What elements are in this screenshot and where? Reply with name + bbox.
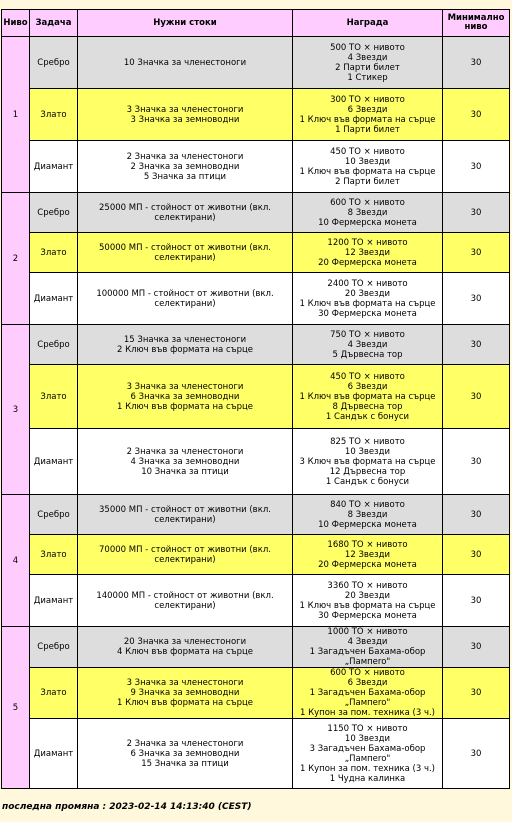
reward-cell [293, 668, 443, 719]
table-row [2, 89, 510, 141]
task-cell: Сребро [30, 193, 78, 233]
requirement-item: 2 Значка за членестоноги [126, 738, 244, 749]
reward-item: 1 Чудна калинка [329, 773, 406, 784]
reward-item: 1000 ТО × нивото [327, 627, 408, 637]
level-cell: 5 [2, 627, 30, 789]
reward-item: 20 Фермерска монета [318, 257, 417, 268]
reward-item: 450 ТО × нивото [330, 371, 405, 382]
requirement-item: 3 Значка за членестоноги [126, 104, 244, 115]
level-cell: 2 [2, 193, 30, 325]
reward-item: 1 Ключ във формата на сърце [299, 166, 436, 177]
task-cell: Диамант [30, 141, 78, 193]
min-level-cell: 30 [443, 495, 510, 535]
requirement-item: 1 Ключ във формата на сърце [116, 698, 254, 708]
min-level-cell: 30 [443, 719, 510, 789]
reward-item: 840 ТО × нивото [330, 499, 405, 510]
requirement-item: 100000 МП - стойност от животни (вкл. селектирани) [96, 288, 274, 309]
requirements-cell [78, 193, 293, 233]
task-cell: Сребро [30, 495, 78, 535]
requirement-item: 2 Ключ във формата на сърце [116, 344, 254, 355]
reward-item: 6 Звезди [347, 678, 388, 688]
requirement-item: 1 Ключ във формата на сърце [116, 401, 254, 412]
table-row [2, 233, 510, 273]
requirements-cell [78, 233, 293, 273]
reward-item: 1 Парти билет [335, 124, 400, 135]
reward-item: 10 Звезди [344, 156, 391, 167]
requirement-item: 2 Значка за земноводни [130, 161, 240, 172]
requirements-cell [78, 575, 293, 627]
table-row [2, 365, 510, 429]
reward-item: 1 Загадъчен Бахама-обор „Пампero" [309, 647, 426, 667]
reward-item: 10 Фермерска монета [318, 217, 417, 228]
requirements-cell [78, 719, 293, 789]
table-row [2, 535, 510, 575]
task-cell: Сребро [30, 627, 78, 668]
reward-cell [293, 627, 443, 668]
reward-item: 1 Ключ във формата на сърце [299, 600, 436, 611]
reward-item: 10 Фермерска монета [318, 519, 417, 530]
requirement-item: 5 Значка за птици [143, 171, 227, 182]
min-level-cell: 30 [443, 627, 510, 668]
reward-cell [293, 141, 443, 193]
last-modified: последна промяна : 2023-02-14 14:13:40 (CEST) [2, 802, 252, 812]
level-cell: 4 [2, 495, 30, 627]
reward-item: 30 Фермерска монета [318, 610, 417, 621]
task-cell: Диамант [30, 719, 78, 789]
requirement-item: 20 Значка за членестоноги [123, 637, 247, 647]
reward-item: 6 Звезди [347, 104, 388, 115]
header-min-level: Минимално ниво [443, 10, 510, 37]
reward-cell [293, 193, 443, 233]
task-cell: Злато [30, 89, 78, 141]
reward-item: 30 Фермерска монета [318, 308, 417, 319]
reward-item: 1 Ключ във формата на сърце [299, 298, 436, 309]
reward-item: 10 Звезди [344, 733, 391, 744]
min-level-cell: 30 [443, 575, 510, 627]
reward-item: 2 Парти билет [335, 176, 400, 187]
table-row [2, 575, 510, 627]
reward-item: 825 ТО × нивото [330, 436, 405, 447]
reward-cell [293, 535, 443, 575]
reward-item: 450 ТО × нивото [330, 146, 405, 157]
requirements-cell [78, 365, 293, 429]
reward-cell [293, 429, 443, 495]
reward-cell [293, 89, 443, 141]
reward-item: 4 Звезди [347, 52, 388, 63]
header-task: Задача [30, 10, 78, 37]
reward-cell [293, 365, 443, 429]
task-cell: Злато [30, 668, 78, 719]
min-level-cell: 30 [443, 365, 510, 429]
requirements-cell [78, 141, 293, 193]
requirement-item: 25000 МП - стойност от животни (вкл. селектирани) [99, 202, 271, 223]
rewards-table [1, 9, 510, 789]
table-body [2, 37, 510, 789]
reward-cell [293, 233, 443, 273]
min-level-cell: 30 [443, 429, 510, 495]
min-level-cell: 30 [443, 273, 510, 325]
reward-cell [293, 273, 443, 325]
level-cell: 1 [2, 37, 30, 193]
reward-item: 1150 ТО × нивото [327, 723, 408, 734]
requirement-item: 9 Значка за земноводни [130, 688, 240, 698]
reward-item: 20 Звезди [344, 288, 391, 299]
reward-item: 1680 ТО × нивото [327, 539, 408, 550]
requirement-item: 4 Значка за земноводни [130, 456, 240, 467]
reward-item: 1 Ключ във формата на сърце [299, 114, 436, 125]
reward-item: 20 Фермерска монета [318, 559, 417, 570]
header-level: Ниво [2, 10, 30, 37]
table-row [2, 719, 510, 789]
requirement-item: 3 Значка за земноводни [130, 114, 240, 125]
reward-item: 12 Звезди [344, 247, 391, 258]
min-level-cell: 30 [443, 535, 510, 575]
task-cell: Злато [30, 233, 78, 273]
requirements-cell [78, 429, 293, 495]
reward-cell [293, 325, 443, 365]
requirement-item: 3 Значка за членестоноги [126, 381, 244, 392]
level-cell: 3 [2, 325, 30, 495]
reward-item: 8 Дървесна тор [332, 401, 403, 412]
reward-item: 600 ТО × нивото [330, 668, 405, 678]
requirement-item: 4 Ключ във формата на сърце [116, 647, 254, 657]
table-row [2, 273, 510, 325]
reward-cell [293, 495, 443, 535]
requirement-item: 10 Значка за птици [141, 466, 229, 477]
requirement-item: 70000 МП - стойност от животни (вкл. селектирани) [99, 544, 271, 565]
reward-item: 1 Ключ във формата на сърце [299, 391, 436, 402]
reward-item: 3 Загадъчен Бахама-обор „Пампero" [309, 743, 426, 764]
requirements-cell [78, 668, 293, 719]
requirement-item: 3 Значка за членестоноги [126, 678, 244, 688]
min-level-cell: 30 [443, 193, 510, 233]
reward-item: 1 Загадъчен Бахама-обор „Пампero" [309, 688, 426, 708]
table-row [2, 429, 510, 495]
requirements-cell [78, 535, 293, 575]
table-row [2, 668, 510, 719]
requirement-item: 140000 МП - стойност от животни (вкл. селектирани) [96, 590, 274, 611]
requirement-item: 15 Значка за членестоноги [123, 334, 247, 345]
reward-cell [293, 37, 443, 89]
task-cell: Сребро [30, 325, 78, 365]
requirement-item: 6 Значка за земноводни [130, 391, 240, 402]
reward-item: 3360 ТО × нивото [327, 580, 408, 591]
reward-item: 750 ТО × нивото [330, 329, 405, 340]
requirement-item: 2 Значка за членестоноги [126, 151, 244, 162]
reward-item: 1 Купон за пом. техника (3 ч.) [300, 763, 435, 774]
min-level-cell: 30 [443, 89, 510, 141]
reward-cell [293, 575, 443, 627]
requirements-cell [78, 37, 293, 89]
reward-item: 1 Купон за пом. техника (3 ч.) [300, 708, 435, 718]
reward-item: 1200 ТО × нивото [327, 237, 408, 248]
reward-item: 300 ТО × нивото [330, 94, 405, 105]
min-level-cell: 30 [443, 141, 510, 193]
reward-item: 20 Звезди [344, 590, 391, 601]
task-cell: Диамант [30, 429, 78, 495]
requirement-item: 15 Значка за птици [141, 758, 229, 769]
requirement-item: 2 Значка за членестоноги [126, 446, 244, 457]
header-reward: Награда [293, 10, 443, 37]
reward-item: 2400 ТО × нивото [327, 278, 408, 289]
reward-item: 8 Звезди [347, 509, 388, 520]
task-cell: Диамант [30, 273, 78, 325]
requirements-cell [78, 325, 293, 365]
reward-item: 4 Звезди [347, 637, 388, 647]
requirements-cell [78, 495, 293, 535]
reward-item: 12 Дървесна тор [329, 466, 406, 477]
reward-item: 1 Сандък с бонуси [325, 411, 410, 422]
min-level-cell: 30 [443, 233, 510, 273]
task-cell: Диамант [30, 575, 78, 627]
reward-item: 10 Звезди [344, 446, 391, 457]
table-row [2, 37, 510, 89]
reward-item: 1 Сандък с бонуси [325, 476, 410, 487]
header-requirements: Нужни стоки [78, 10, 293, 37]
requirements-cell [78, 627, 293, 668]
task-cell: Злато [30, 535, 78, 575]
reward-item: 8 Звезди [347, 207, 388, 218]
table-row [2, 141, 510, 193]
reward-item: 6 Звезди [347, 381, 388, 392]
requirement-item: 50000 МП - стойност от животни (вкл. селектирани) [99, 242, 271, 263]
reward-item: 12 Звезди [344, 549, 391, 560]
header-row [2, 10, 510, 37]
table-row [2, 193, 510, 233]
reward-item: 4 Звезди [347, 339, 388, 350]
task-cell: Злато [30, 365, 78, 429]
requirement-item: 6 Значка за земноводни [130, 748, 240, 759]
reward-item: 1 Стикер [347, 72, 388, 83]
requirement-item: 10 Значка за членестоноги [123, 57, 247, 68]
min-level-cell: 30 [443, 37, 510, 89]
requirements-cell [78, 273, 293, 325]
reward-item: 600 ТО × нивото [330, 197, 405, 208]
reward-cell [293, 719, 443, 789]
reward-item: 3 Ключ във формата на сърце [299, 456, 436, 467]
table-row [2, 495, 510, 535]
requirements-cell [78, 89, 293, 141]
reward-item: 2 Парти билет [335, 62, 400, 73]
min-level-cell: 30 [443, 325, 510, 365]
reward-item: 500 ТО × нивото [330, 42, 405, 53]
table-row [2, 325, 510, 365]
reward-item: 5 Дървесна тор [332, 349, 403, 360]
task-cell: Сребро [30, 37, 78, 89]
min-level-cell: 30 [443, 668, 510, 719]
requirement-item: 35000 МП - стойност от животни (вкл. селектирани) [99, 504, 271, 525]
table-row [2, 627, 510, 668]
